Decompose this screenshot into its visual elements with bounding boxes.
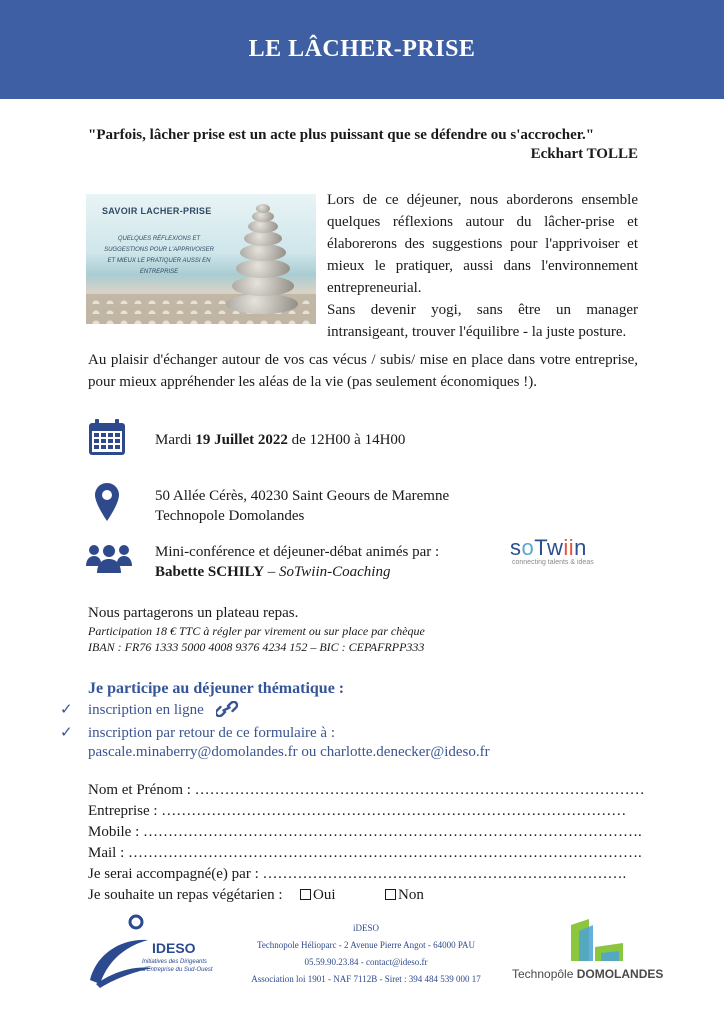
brand-part: ii: [563, 535, 575, 560]
brand-part: n: [574, 535, 587, 560]
header-banner: [0, 0, 724, 99]
checkmark-icon: ✓: [60, 702, 73, 718]
brand-part: s: [510, 535, 522, 560]
veg-no-label: Non: [398, 887, 424, 903]
link-icon[interactable]: [216, 701, 238, 717]
price-text: Participation 18 € TTC à régler par virement ou sur place par chèque: [88, 624, 425, 638]
footer-info: [232, 920, 500, 988]
mail-registration-text: inscription par retour de ce formulaire à :: [88, 725, 335, 741]
host-intro: Mini-conférence et déjeuner-débat animés par :: [155, 544, 440, 560]
registration-title: Je participe au déjeuner thématique :: [88, 680, 345, 697]
quote-author: Eckhart TOLLE: [530, 146, 638, 162]
veg-yes-label: Oui: [313, 887, 336, 903]
domolandes-label: [512, 967, 663, 981]
domo-label-pre: Technopôle: [512, 967, 577, 981]
map-pin-icon: [94, 482, 120, 522]
stone-decoration: [232, 276, 294, 296]
form-company-field[interactable]: Entreprise : …………………………………………………………………………………: [88, 803, 627, 819]
online-link[interactable]: inscription en ligne: [88, 702, 204, 718]
event-host: [155, 542, 439, 582]
stone-decoration: [256, 204, 270, 213]
domolandes-mark-icon: [567, 917, 627, 965]
footer-address: Technopole Hélioparc - 2 Avenue Pierre Angot - 64000 PAU: [256, 940, 476, 950]
quote-block: [88, 127, 638, 163]
page-title: LE LÂCHER-PRISE: [248, 36, 476, 62]
calendar-icon: [88, 418, 126, 456]
host-line: [155, 562, 439, 582]
iban-text: IBAN : FR76 1333 5000 4008 9376 4234 152 – BIC : CEPAFRPP333: [88, 640, 425, 654]
stone-decoration: [226, 294, 298, 314]
quote-text: "Parfois, lâcher prise est un acte plus puissant que se défendre ou s'accrocher.": [88, 127, 595, 143]
ideso-logo: [86, 910, 236, 995]
registration-online[interactable]: [60, 701, 660, 720]
event-time: de 12H00 à 14H00: [291, 432, 406, 448]
ideso-swoosh-icon: [86, 910, 156, 990]
veg-no-checkbox[interactable]: [385, 889, 396, 900]
registration-emails[interactable]: pascale.minaberry@domolandes.fr ou charlotte.denecker@ideso.fr: [88, 744, 490, 760]
host-separator: –: [264, 564, 280, 580]
form-mobile-field[interactable]: Mobile : ……………………………………………………………………………………….: [88, 824, 642, 840]
footer-org: iDESO: [352, 923, 379, 933]
group-icon: [86, 542, 132, 574]
stone-decoration: [244, 231, 282, 246]
stone-decoration: [240, 244, 286, 261]
registration-mail: [60, 724, 660, 743]
registration-options: [60, 701, 660, 762]
ideso-subtitle: Initiatives des Dirigeants d'Entreprise du Sud-Ouest: [142, 959, 213, 973]
veg-yes-checkbox[interactable]: [300, 889, 311, 900]
domo-label-bold: DOMOLANDES: [576, 967, 664, 981]
registration-form: [88, 780, 648, 906]
address-line: 50 Allée Cérès, 40230 Saint Geours de Maremne: [155, 488, 450, 504]
host-company: SoTwiin-Coaching: [279, 564, 391, 580]
intro-text: [327, 189, 638, 343]
event-address: [155, 486, 449, 526]
address-line: Technopole Domolandes: [155, 508, 305, 524]
form-mail-field[interactable]: Mail : ………………………………………………………………………………………….: [88, 845, 642, 861]
host-name: Babette SCHILY: [155, 564, 265, 580]
event-day: Mardi: [155, 432, 192, 448]
checkmark-icon: ✓: [60, 725, 73, 741]
event-date: [155, 430, 405, 450]
stone-decoration: [236, 259, 290, 278]
hero-title: SAVOIR LACHER-PRISE: [102, 206, 212, 216]
footer-contact: 05.59.90.23.84 - contact@ideso.fr: [304, 957, 428, 967]
meal-text: Nous partagerons un plateau repas.: [88, 605, 299, 621]
exchange-paragraph: Au plaisir d'échanger autour de vos cas vécus / subis/ mise en place dans votre entreprise, pour mieux appréhender les aléas de la vie (pas seulement économiques !).: [88, 352, 638, 390]
brand-part: o: [521, 535, 535, 560]
form-guest-field[interactable]: Je serai accompagné(e) par : ……………………………………………………………….: [88, 866, 627, 882]
form-name-field[interactable]: Nom et Prénom : ………………………………………………………………………………: [88, 782, 645, 798]
event-date-value: 19 Juillet 2022: [195, 432, 288, 448]
domolandes-logo: [512, 915, 682, 985]
sotwin-logo: [510, 535, 630, 566]
meal-info: [88, 603, 648, 655]
hero-subtitle: QUELQUES RÉFLEXIONS ET SUGGESTIONS POUR L'APPRIVOISER ET MIEUX LE PRATIQUER AUSSI EN ENTREPRISE: [104, 236, 214, 275]
form-veg-row: [88, 885, 648, 906]
sotwin-tagline: connecting talents & ideas: [512, 559, 594, 566]
footer-legal: Association loi 1901 - NAF 7112B - Siret : 394 484 539 000 17: [251, 974, 481, 984]
hero-image: [86, 194, 316, 324]
sotwin-brand: [510, 535, 630, 561]
ideso-name: IDESO: [152, 940, 196, 956]
intro-paragraph: Lors de ce déjeuner, nous aborderons ensemble quelques réflexions autour du lâcher-prise et élaborerons des suggestions pour l'apprivoiser et mieux le pratiquer, aussi dans l'environnement entrepreneurial.: [327, 192, 638, 296]
intro-paragraph: Sans devenir yogi, sans être un manager intransigeant, trouver l'équilibre - la juste posture.: [327, 302, 638, 340]
brand-part: Tw: [534, 535, 564, 560]
veg-label: Je souhaite un repas végétarien :: [88, 887, 283, 903]
